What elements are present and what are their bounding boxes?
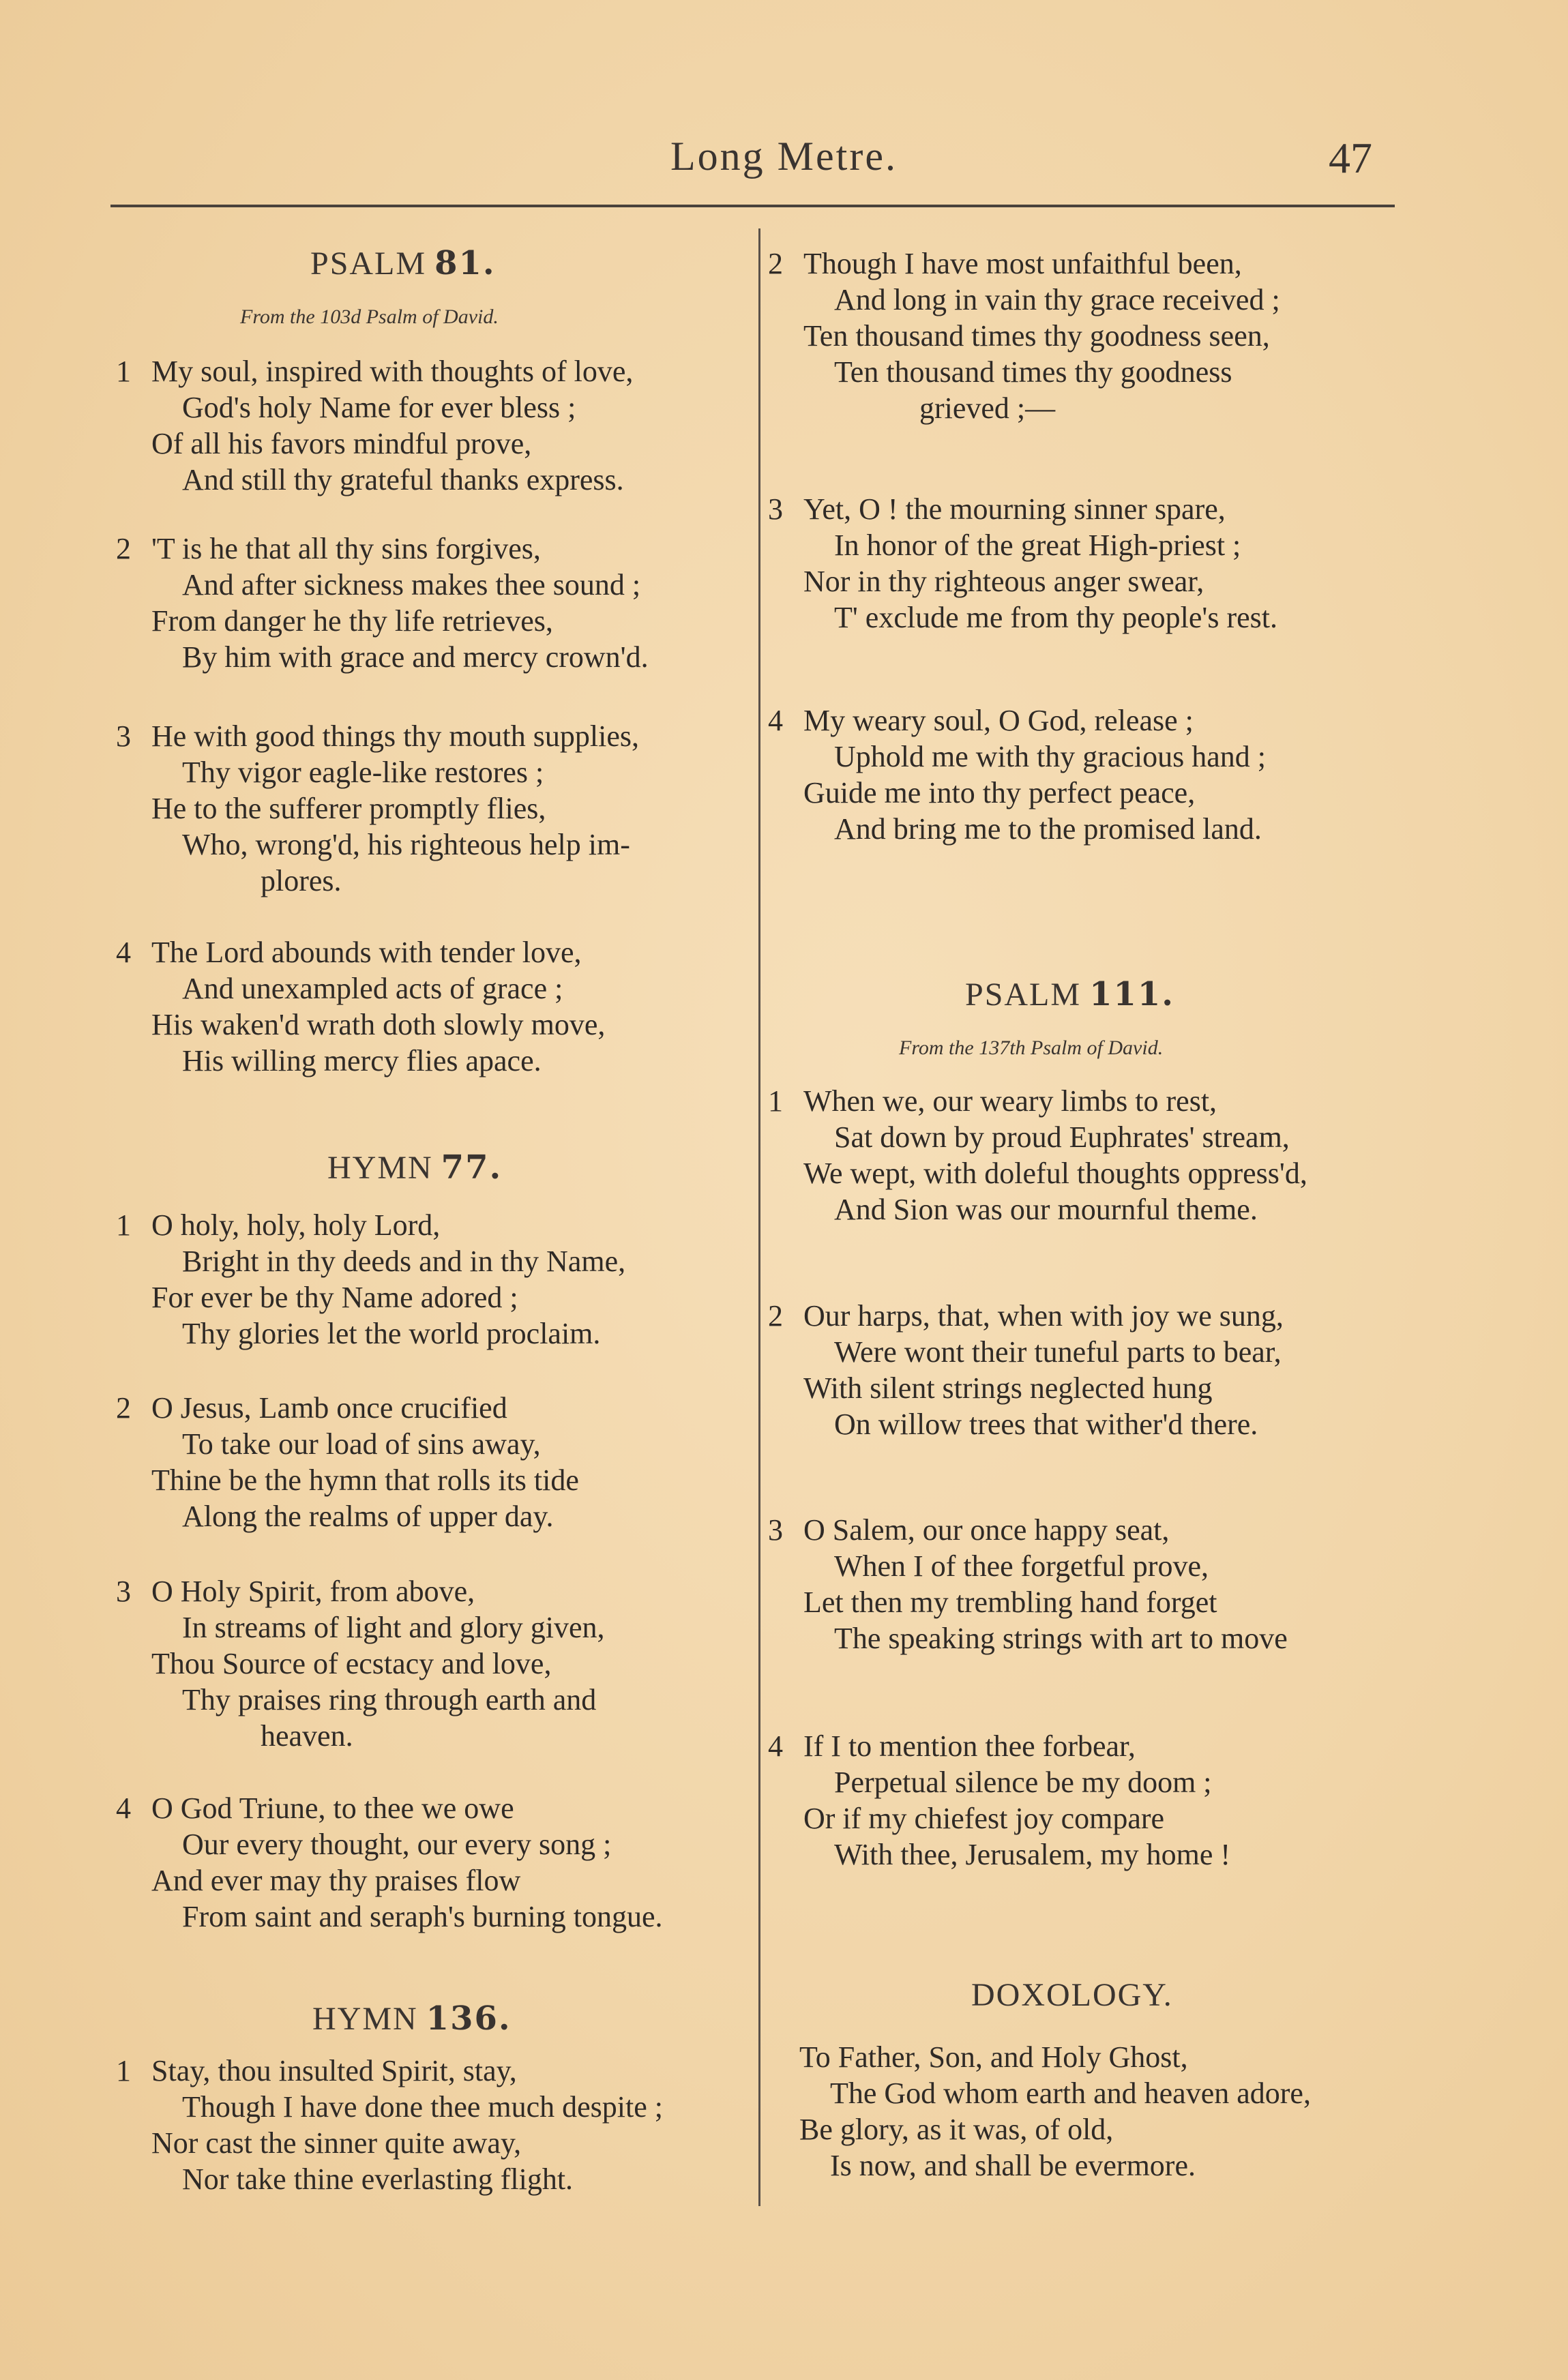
verse-line: We wept, with doleful thoughts oppress'd,: [803, 1157, 1307, 1190]
verse-line: He to the sufferer promptly flies,: [151, 792, 546, 825]
verse-line: From danger he thy life retrieves,: [151, 604, 553, 638]
verse-line: Let then my trembling hand forget: [803, 1586, 1217, 1619]
verse-line: Though I have done thee much despite ;: [182, 2090, 664, 2124]
verse-number: 3: [768, 1513, 783, 1547]
hymn-77-title: HYMN 77.: [327, 1148, 503, 1187]
verse-line: 1 My soul, inspired with thoughts of love,: [116, 355, 634, 388]
psalm-111-verse-2: [768, 1298, 1284, 1442]
verse-line: And after sickness makes thee sound ;: [182, 568, 641, 601]
verse-line: Nor take thine everlasting flight.: [182, 2162, 574, 2196]
verse-line: Thine be the hymn that rolls its tide: [151, 1463, 579, 1497]
page-number: 47: [1329, 134, 1372, 182]
verse-line: 3 Yet, O ! the mourning sinner spare,: [768, 492, 1226, 526]
verse-line: In honor of the great High-priest ;: [834, 529, 1241, 562]
verse-number: 3: [116, 1575, 131, 1608]
hymn-77-verse-1: [116, 1207, 626, 1352]
verse-line: Uphold me with thy gracious hand ;: [834, 740, 1267, 773]
verse-line: Thy praises ring through earth and: [182, 1683, 597, 1716]
verse-line: And Sion was our mournful theme.: [834, 1193, 1258, 1226]
verse-line: From saint and seraph's burning tongue.: [182, 1900, 663, 1933]
psalm-111-verse-3: [768, 1512, 1288, 1656]
verse-line: In streams of light and glory given,: [182, 1611, 605, 1644]
verse-line: Nor in thy righteous anger swear,: [803, 565, 1204, 598]
verse-line: 1 O holy, holy, holy Lord,: [116, 1208, 441, 1242]
verse-number: 2: [768, 1299, 783, 1333]
verse-line: heaven.: [261, 1719, 353, 1753]
hymn-136-title: HYMN 136.: [312, 1999, 512, 2038]
hymn-77-verse-4: [116, 1790, 663, 1935]
verse-line: Is now, and shall be evermore.: [830, 2149, 1196, 2182]
verse-number: 2: [768, 247, 783, 280]
running-title: Long Metre.: [670, 134, 898, 179]
psalm-111-verse-1: [768, 1083, 1307, 1228]
psalm-81-source: From the 103d Psalm of David.: [240, 306, 499, 328]
verse-line: 4 O God Triune, to thee we owe: [116, 1791, 514, 1825]
verse-line: And unexampled acts of grace ;: [182, 972, 563, 1005]
verse-number: 3: [768, 492, 783, 526]
doxology-title: DOXOLOGY.: [971, 1977, 1173, 2013]
verse-line: 1 When we, our weary limbs to rest,: [768, 1084, 1217, 1118]
verse-number: 2: [116, 1391, 131, 1425]
verse-line: And long in vain thy grace received ;: [834, 283, 1280, 316]
verse-line: Ten thousand times thy goodness: [834, 355, 1232, 389]
psalm-111-title: PSALM 111.: [965, 975, 1174, 1013]
psalm-111-verse-4: [768, 1728, 1231, 1873]
psalm-81-verse-2-continued: [768, 246, 1280, 426]
verse-line: For ever be thy Name adored ;: [151, 1281, 518, 1314]
verse-line: The God whom earth and heaven adore,: [830, 2077, 1311, 2110]
doxology-verse: [799, 2039, 1311, 2184]
psalm-81-verse-4-continued: [768, 702, 1267, 847]
verse-line: 2 O Jesus, Lamb once crucified: [116, 1391, 507, 1425]
verse-line: Perpetual silence be my doom ;: [834, 1766, 1212, 1799]
verse-number: 2: [116, 532, 131, 565]
verse-line: When I of thee forgetful prove,: [834, 1549, 1209, 1583]
header-rule: [110, 205, 1395, 207]
psalm-111-source: From the 137th Psalm of David.: [899, 1037, 1164, 1059]
verse-line: Bright in thy deeds and in thy Name,: [182, 1245, 626, 1278]
verse-line: 4 If I to mention thee forbear,: [768, 1729, 1136, 1763]
verse-number: 4: [116, 1791, 131, 1825]
verse-line: Thy glories let the world proclaim.: [182, 1317, 601, 1350]
verse-line: 4 The Lord abounds with tender love,: [116, 936, 582, 969]
verse-line: 2 Though I have most unfaithful been,: [768, 247, 1242, 280]
verse-line: Guide me into thy perfect peace,: [803, 776, 1196, 809]
psalm-81-title: PSALM 81.: [310, 244, 496, 282]
verse-line: 3 He with good things thy mouth supplies,: [116, 719, 639, 753]
verse-line: To Father, Son, and Holy Ghost,: [799, 2040, 1188, 2074]
verse-line: Thou Source of ecstacy and love,: [151, 1647, 552, 1680]
verse-line: Our every thought, our every song ;: [182, 1828, 612, 1861]
verse-line: 3 O Salem, our once happy seat,: [768, 1513, 1170, 1547]
verse-line: Of all his favors mindful prove,: [151, 427, 532, 460]
verse-line: With thee, Jerusalem, my home !: [834, 1838, 1231, 1871]
psalm-81-verse-4: [116, 934, 606, 1079]
verse-line: Thy vigor eagle-like restores ;: [182, 756, 544, 789]
verse-line: His willing mercy flies apace.: [182, 1044, 542, 1077]
verse-line: Along the realms of upper day.: [182, 1500, 554, 1533]
verse-line: Who, wrong'd, his righteous help im-: [182, 828, 630, 861]
verse-line: With silent strings neglected hung: [803, 1371, 1213, 1405]
hymn-136-verse-1: [116, 2053, 664, 2197]
verse-number: 3: [116, 719, 131, 753]
verse-line: Sat down by proud Euphrates' stream,: [834, 1120, 1290, 1154]
verse-line: T' exclude me from thy people's rest.: [834, 601, 1277, 634]
hymn-77-verse-2: [116, 1390, 579, 1534]
verse-number: 1: [116, 1208, 131, 1242]
verse-number: 1: [116, 355, 131, 388]
verse-number: 4: [768, 1729, 783, 1763]
verse-line: And ever may thy praises flow: [151, 1864, 521, 1897]
verse-line: Ten thousand times thy goodness seen,: [803, 319, 1270, 353]
column-divider: [758, 228, 760, 2206]
verse-line: 3 O Holy Spirit, from above,: [116, 1575, 475, 1608]
verse-line: And bring me to the promised land.: [834, 812, 1262, 846]
psalm-81-verse-2: [116, 531, 649, 675]
psalm-81-verse-3-continued: [768, 491, 1277, 636]
psalm-81-verse-1: [116, 353, 634, 498]
verse-line: Be glory, as it was, of old,: [799, 2113, 1114, 2146]
verse-number: 1: [116, 2054, 131, 2087]
verse-line: To take our load of sins away,: [182, 1427, 541, 1461]
verse-line: 4 My weary soul, O God, release ;: [768, 704, 1194, 737]
verse-line: 1 Stay, thou insulted Spirit, stay,: [116, 2054, 517, 2087]
verse-line: grieved ;—: [919, 391, 1056, 425]
verse-line: God's holy Name for ever bless ;: [182, 391, 576, 424]
verse-number: 4: [768, 704, 783, 737]
verse-number: 1: [768, 1084, 783, 1118]
verse-number: 4: [116, 936, 131, 969]
verse-line: On willow trees that wither'd there.: [834, 1408, 1258, 1441]
hymn-77-verse-3: [116, 1573, 605, 1754]
verse-line: Were wont their tuneful parts to bear,: [834, 1335, 1282, 1369]
psalm-81-verse-3: [116, 718, 639, 899]
verse-line: And still thy grateful thanks express.: [182, 463, 624, 496]
verse-line: By him with grace and mercy crown'd.: [182, 640, 649, 674]
verse-line: Or if my chiefest joy compare: [803, 1802, 1165, 1835]
verse-line: 2 'T is he that all thy sins forgives,: [116, 532, 541, 565]
verse-line: Nor cast the sinner quite away,: [151, 2126, 522, 2160]
verse-line: 2 Our harps, that, when with joy we sung,: [768, 1299, 1284, 1333]
verse-line: plores.: [261, 864, 342, 897]
verse-line: His waken'd wrath doth slowly move,: [151, 1008, 606, 1041]
verse-line: The speaking strings with art to move: [834, 1622, 1288, 1655]
